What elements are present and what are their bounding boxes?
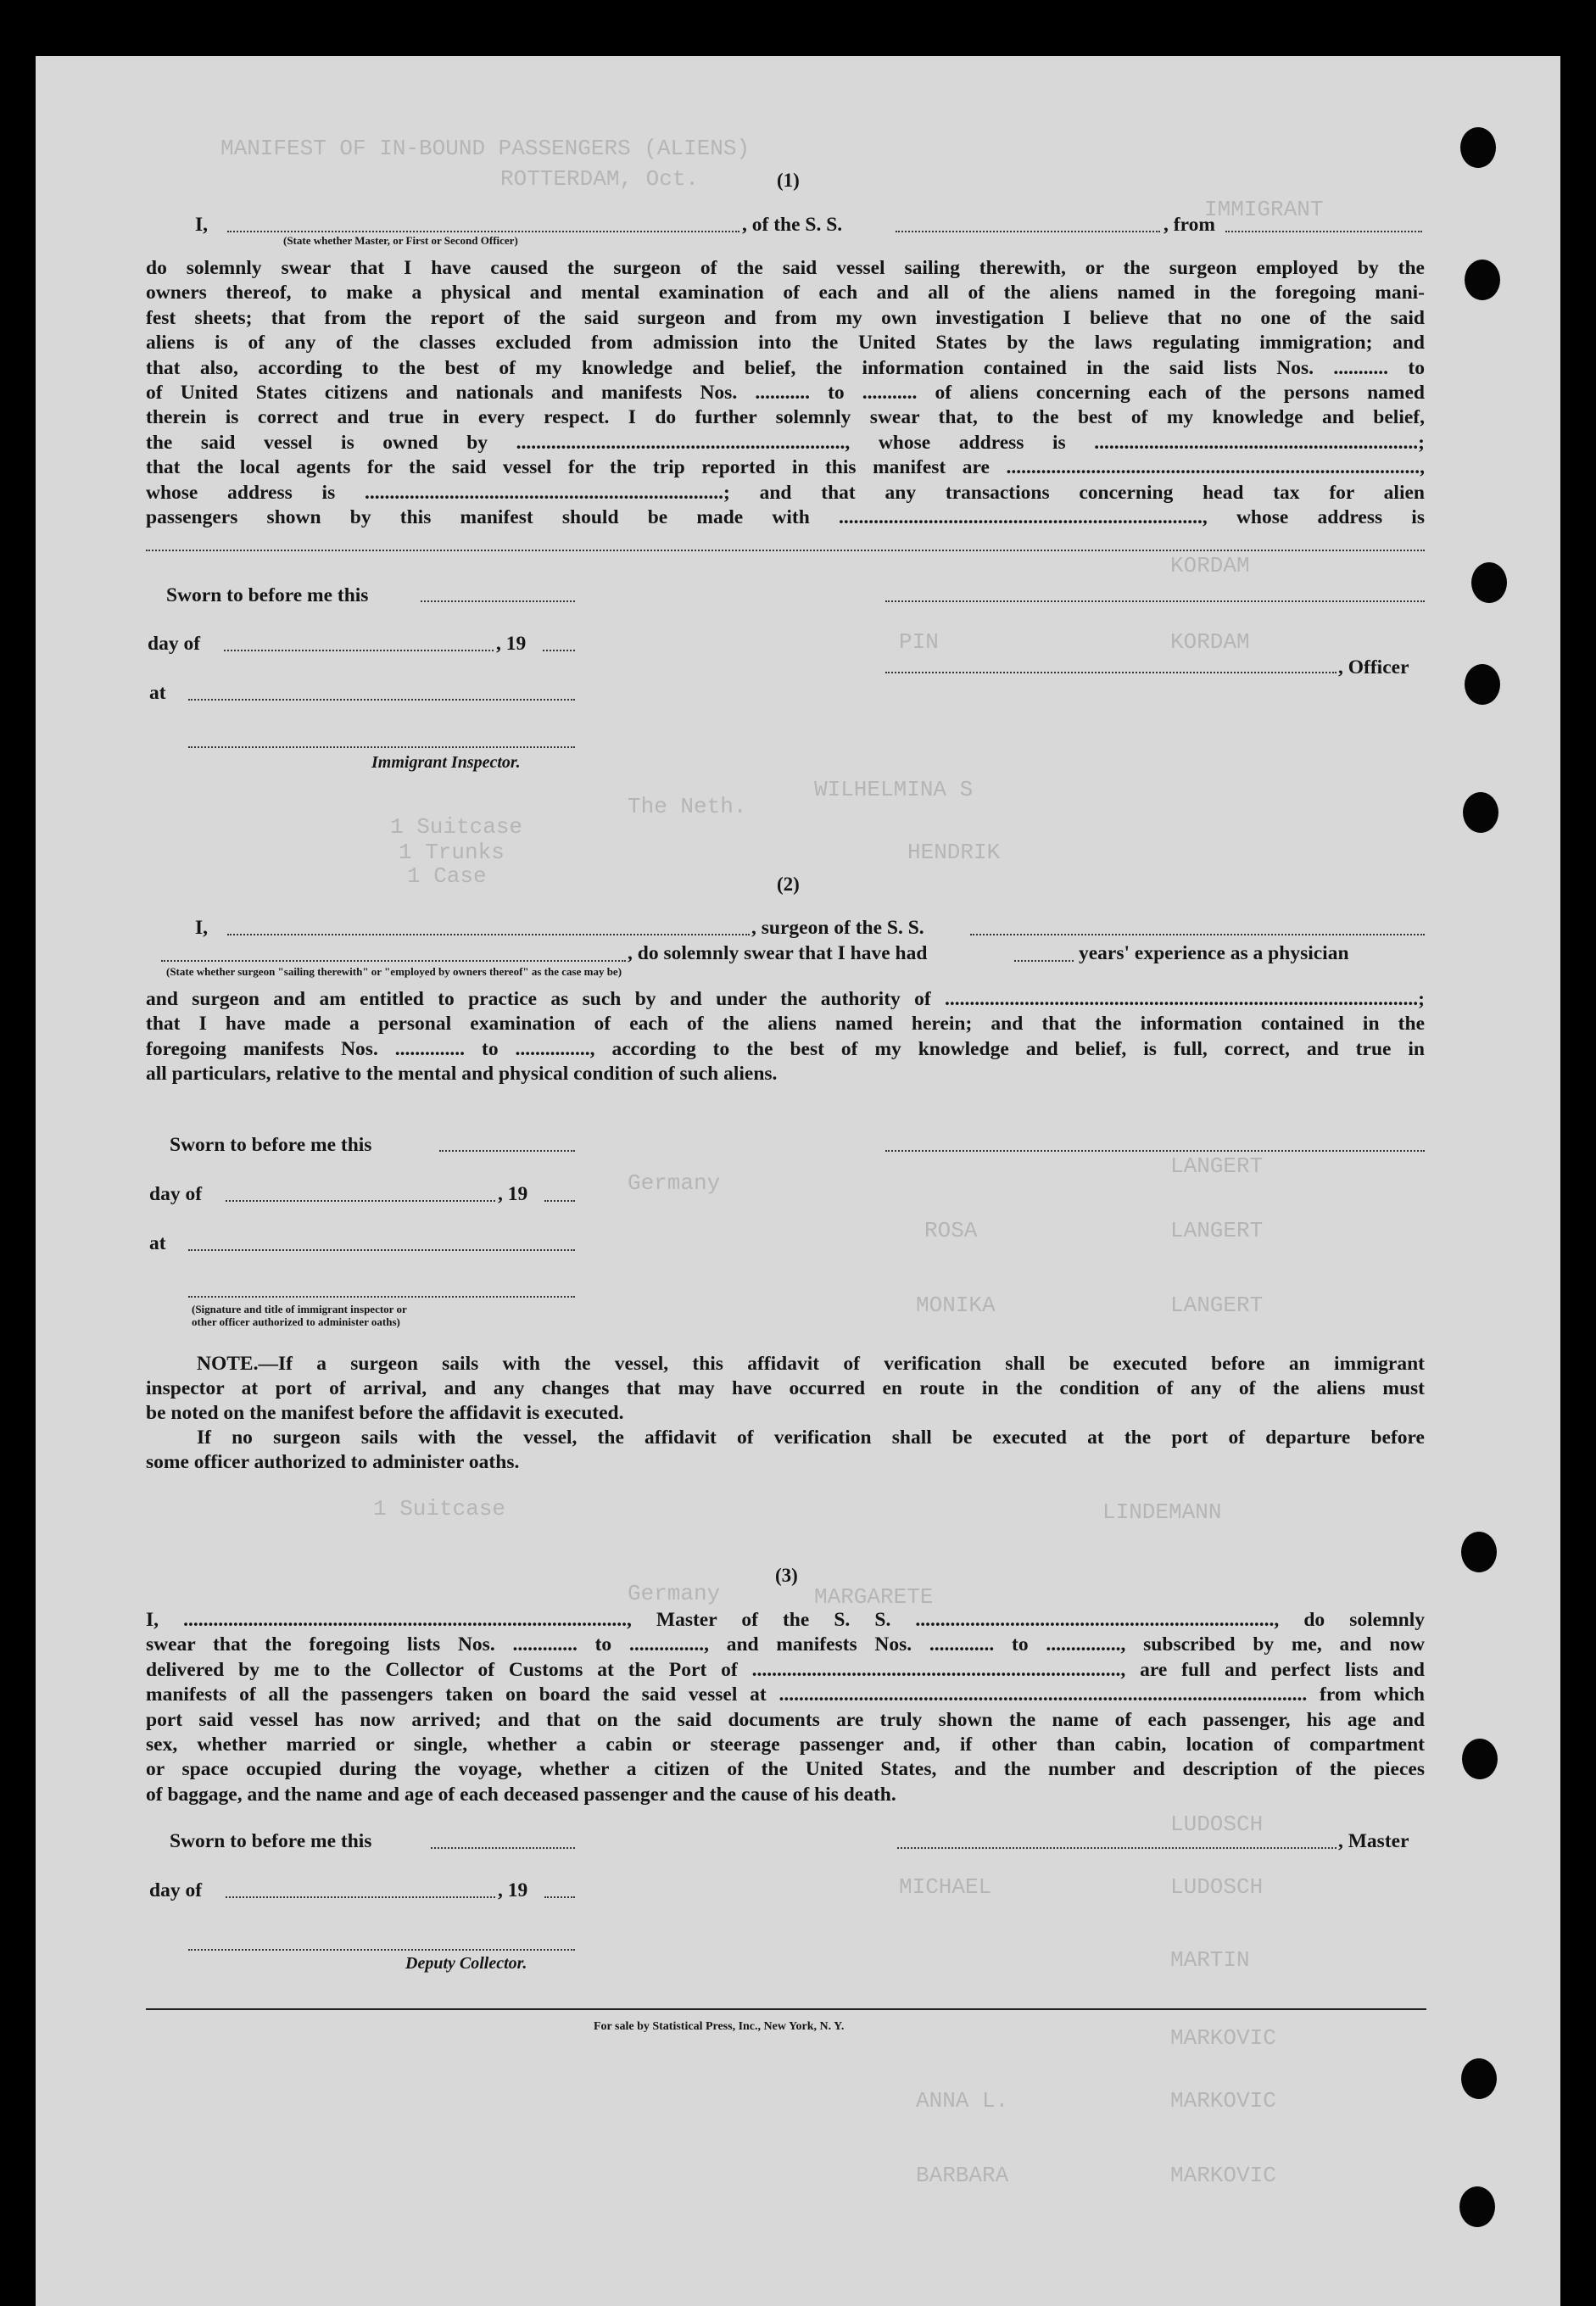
note-paragraph-1 (146, 1352, 1425, 1376)
surgeon-type-note: (State whether surgeon "sailing therewith" or "employed by owners thereof" as the case may be) (166, 965, 622, 978)
s3-master-signature-field[interactable] (897, 1847, 1337, 1849)
s3-year-field[interactable] (544, 1896, 575, 1898)
s2-day-field[interactable] (226, 1200, 495, 1202)
s2-sworn-date-field[interactable] (439, 1150, 575, 1152)
s2-at-field[interactable] (188, 1249, 575, 1251)
surgeon-type-field[interactable] (161, 960, 626, 962)
s2-day-label: day of (149, 1183, 203, 1205)
officer-rank-note: (State whether Master, or First or Second Officer) (283, 234, 518, 247)
footer-rule (146, 2008, 1426, 2010)
bleed-through-text: KORDAM (1170, 629, 1250, 655)
bleed-through-text: 1 Case (407, 863, 487, 889)
bleed-through-text: WILHELMINA S (814, 777, 974, 802)
note-line: some officer authorized to administer oaths. (146, 1451, 520, 1473)
binder-hole (1459, 2186, 1495, 2227)
note-line: If no surgeon sails with the vessel, the affidavit of verification shall be executed at the port of departure before (197, 1427, 1425, 1449)
s1-para-line: aliens is of any of the classes excluded from admission into the United States by the laws regulating immigration; and (146, 332, 1425, 355)
s1-para-line: whose address is ........................................................................; and that any transactions concerning head tax for alien (146, 481, 1425, 504)
section-1-heading: (1) (777, 170, 800, 191)
s1-at-field[interactable] (188, 699, 575, 701)
bleed-through-text: KORDAM (1170, 553, 1250, 578)
bleed-through-text: LINDEMANN (1102, 1499, 1222, 1525)
bleed-through-text: MARKOVIC (1170, 2025, 1276, 2051)
s3-para-line: or space occupied during the voyage, whether a citizen of the United States, and the number and description of the pieces (146, 1758, 1425, 1781)
bleed-through-text: LUDOSCH (1170, 1812, 1264, 1837)
s2-surgeon-of-label: , surgeon of the S. S. (751, 917, 924, 939)
s2-vessel-name-field[interactable] (970, 934, 1425, 935)
section-2-paragraph (146, 987, 1425, 1087)
s1-at-label: at (149, 682, 166, 704)
s1-para-line: therein is correct and true in every respect. I do further solemnly swear that, to the best of my knowledge and belief, (146, 406, 1425, 429)
s1-para-line: that the local agents for the said vessel for the trip reported in this manifest are ..................................................................................., (146, 456, 1425, 479)
section-3-paragraph (146, 1608, 1425, 1807)
s3-para-line: manifests of all the passengers taken on board the said vessel at .......................................................................................................... from which (146, 1683, 1425, 1706)
bleed-through-text: LUDOSCH (1170, 1874, 1264, 1900)
note-line: inspector at port of arrival, and any changes that may have occurred en route in the condition of any of the aliens must (146, 1377, 1425, 1399)
s1-officer-label: , Officer (1338, 656, 1409, 678)
section-3-heading: (3) (775, 1565, 798, 1586)
s2-i-label: I, (195, 917, 209, 939)
s3-para-line: of baggage, and the name and age of each deceased passenger and the cause of his death. (146, 1783, 896, 1806)
s1-para-line: passengers shown by this manifest should be made with ........................................................................., whose address is (146, 506, 1425, 529)
s3-sworn-label: Sworn to before me this (170, 1830, 372, 1852)
signature-title-note-2: other officer authorized to administer oaths) (192, 1315, 400, 1328)
s3-collector-signature-field[interactable] (188, 1949, 575, 1951)
binder-hole (1461, 1532, 1497, 1572)
binder-hole (1462, 1739, 1498, 1779)
binder-hole (1465, 664, 1500, 705)
s2-years-label: years' experience as a physician (1079, 942, 1349, 964)
bleed-through-text: MANIFEST OF IN-BOUND PASSENGERS (ALIENS) (220, 136, 751, 161)
binder-hole (1461, 2058, 1497, 2099)
s1-sworn-label: Sworn to before me this (166, 584, 369, 606)
bleed-through-text: ROTTERDAM, Oct. (500, 166, 700, 192)
bleed-through-text: IMMIGRANT (1204, 197, 1324, 222)
s1-para-line: do solemnly swear that I have caused the surgeon of the said vessel sailing therewith, or the surgeon employed by the (146, 257, 1425, 279)
s3-day-label: day of (149, 1879, 203, 1901)
bleed-through-text: LANGERT (1170, 1218, 1264, 1243)
note-paragraph-1-cont (146, 1376, 1425, 1427)
s2-surgeon-signature-field[interactable] (885, 1150, 1425, 1152)
bleed-through-text: MARKOVIC (1170, 2163, 1276, 2188)
bleed-through-text: MARKOVIC (1170, 2088, 1276, 2113)
bleed-through-text: Germany (628, 1581, 721, 1606)
immigrant-inspector-label: Immigrant Inspector. (371, 753, 521, 772)
publisher-footer: For sale by Statistical Press, Inc., New York, N. Y. (594, 2020, 845, 2033)
s2-para-line: all particulars, relative to the mental and physical condition of such aliens. (146, 1063, 778, 1086)
note-line: NOTE.—If a surgeon sails with the vessel, this affidavit of verification shall be executed before an immigrant (197, 1353, 1425, 1375)
s2-inspector-signature-field[interactable] (188, 1296, 575, 1298)
s1-from-label: , from (1164, 214, 1215, 236)
s3-para-line: sex, whether married or single, whether a cabin or steerage passenger and, if other than cabin, location of compartment (146, 1734, 1425, 1756)
bleed-through-text: ROSA (924, 1218, 978, 1243)
binder-hole (1471, 562, 1507, 603)
bleed-through-text: ANNA L. (916, 2088, 1009, 2113)
bleed-through-text: BARBARA (916, 2163, 1009, 2188)
bleed-through-text: LANGERT (1170, 1293, 1264, 1318)
s2-para-line: and surgeon and am entitled to practice as such by and under the authority of ...............................................................................................; (146, 988, 1425, 1010)
s1-para-line: that also, according to the best of my knowledge and belief, the information contained in the said lists Nos. ........... to (146, 356, 1425, 379)
note-line: be noted on the manifest before the affidavit is executed. (146, 1402, 624, 1425)
years-experience-field[interactable] (1014, 960, 1074, 962)
binder-hole (1463, 792, 1498, 833)
bleed-through-text: 1 Trunks (399, 840, 505, 865)
s1-year-label: , 19 (496, 633, 527, 655)
s3-year-label: , 19 (498, 1879, 528, 1901)
binder-hole (1460, 127, 1496, 168)
s1-para-line: of United States citizens and nationals and manifests Nos. ........... to ........... of aliens concerning each of the persons named (146, 382, 1425, 405)
bleed-through-text: MICHAEL (899, 1874, 992, 1900)
s1-para-line: owners thereof, to make a physical and mental examination of each and all of the aliens named in the foregoing mani- (146, 282, 1425, 304)
s1-of-ss-label: , of the S. S. (742, 214, 843, 236)
s2-para-line: that I have made a personal examination of each of the aliens named herein; and that the information contained in the (146, 1013, 1425, 1036)
bleed-through-text: MONIKA (916, 1293, 996, 1318)
s2-year-label: , 19 (498, 1183, 528, 1205)
s3-sworn-date-field[interactable] (431, 1847, 575, 1849)
surgeon-name-field[interactable] (227, 934, 750, 935)
s2-sworn-label: Sworn to before me this (170, 1134, 372, 1156)
note-paragraph-2-cont (146, 1450, 1425, 1475)
s1-officer-name-field[interactable] (885, 672, 1337, 673)
deputy-collector-label: Deputy Collector. (405, 1954, 527, 1973)
s2-year-field[interactable] (544, 1200, 575, 1202)
section-2-heading: (2) (777, 874, 800, 895)
bleed-through-text: LANGERT (1170, 1153, 1264, 1179)
s1-day-label: day of (148, 633, 201, 655)
s1-year-field[interactable] (543, 650, 575, 651)
bleed-through-text: 1 Suitcase (373, 1496, 506, 1522)
section-1-paragraph (146, 256, 1425, 530)
signature-title-note-1: (Signature and title of immigrant inspector or (192, 1303, 407, 1315)
bleed-through-text: The Neth. (628, 794, 747, 819)
s1-officer-signature-field[interactable] (885, 600, 1425, 602)
bleed-through-text: 1 Suitcase (390, 814, 523, 840)
s3-para-line: I, ........................................................................................., Master of the S. S. ........................................................................, do solemnly (146, 1609, 1425, 1631)
s3-para-line: delivered by me to the Collector of Customs at the Port of .........................................................................., are full and perfect lists and (146, 1658, 1425, 1681)
note-paragraph-2 (146, 1426, 1425, 1450)
bleed-through-text: Germany (628, 1170, 721, 1196)
from-port-field[interactable] (1225, 231, 1422, 232)
binder-hole (1465, 260, 1500, 300)
s2-at-label: at (149, 1232, 166, 1254)
officer-name-field[interactable] (227, 231, 739, 232)
s2-swear-label: , do solemnly swear that I have had (628, 942, 928, 964)
bleed-through-text: HENDRIK (907, 840, 1001, 865)
s3-para-line: port said vessel has now arrived; and that on the said documents are truly shown the name of each passenger, his age and (146, 1708, 1425, 1731)
s1-para-line: fest sheets; that from the report of the said surgeon and from my own investigation I believe that no one of the said (146, 306, 1425, 329)
s3-day-field[interactable] (226, 1896, 495, 1898)
bleed-through-text: MARTIN (1170, 1947, 1250, 1973)
s1-para-line: the said vessel is owned by .................................................................., whose address is .................................................................; (146, 431, 1425, 454)
vessel-name-field[interactable] (896, 231, 1160, 232)
s1-i-label: I, (195, 214, 209, 236)
s3-para-line: swear that the foregoing lists Nos. ............. to ..............., and manifests Nos. ............. to ..............., subscribed by me, and now (146, 1633, 1425, 1656)
bleed-through-text: PIN (899, 629, 939, 655)
bleed-through-text: MARGARETE (814, 1584, 934, 1610)
address-continuation-field[interactable] (146, 550, 1425, 551)
s1-sworn-date-field[interactable] (421, 600, 575, 602)
s1-day-field[interactable] (224, 650, 494, 651)
s3-master-label: , Master (1338, 1830, 1409, 1852)
s2-para-line: foregoing manifests Nos. .............. to ..............., according to the best of my knowledge and belief, is full, correct, and true in (146, 1037, 1425, 1060)
s1-inspector-signature-field[interactable] (188, 746, 575, 748)
